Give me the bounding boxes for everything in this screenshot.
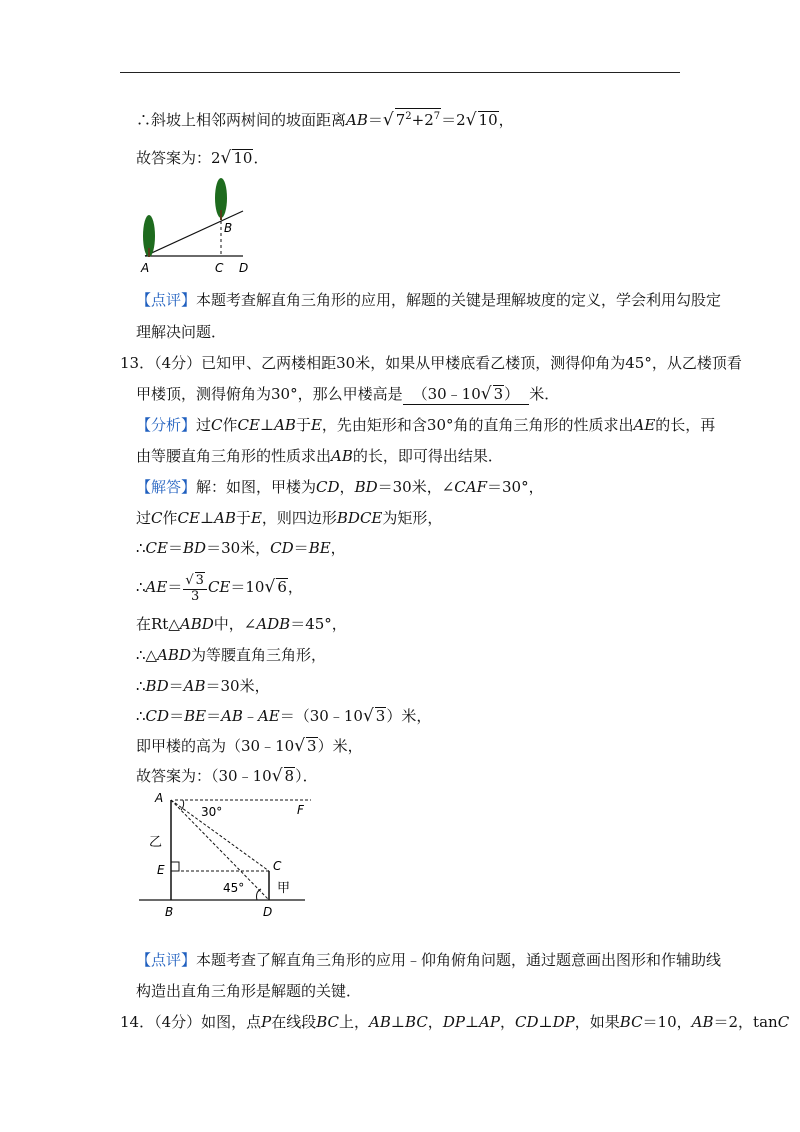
- label-b: B: [224, 221, 233, 235]
- label-f: F: [297, 803, 304, 817]
- comment-12-line1: 【点评】本题考查解直角三角形的应用，解题的关键是理解坡度的定义，学会利用勾股定: [136, 291, 722, 309]
- comment-12-line2: 理解决问题．: [136, 323, 227, 341]
- label-angle-30: 30°: [201, 805, 223, 819]
- comment-13-line1: 【点评】本题考查了解直角三角形的应用﹣仰角俯角问题，通过题意画出图形和作辅助线: [136, 951, 722, 969]
- answer-line-12: 故答案为：2√ 10．: [136, 148, 269, 168]
- analysis-line1: 【分析】过C作CE⊥AB于E，先由矩形和含30°角的直角三角形的性质求出AE的长，再: [136, 416, 716, 434]
- label-b: B: [165, 905, 174, 919]
- answer-blank: （30﹣10√ 3）: [403, 384, 530, 405]
- label-jia: 甲: [277, 881, 291, 896]
- line-slope-distance: ∴斜坡上相邻两树间的坡面距离AB＝√ $7^2+2^7=2√$ 10，: [136, 110, 514, 130]
- solution-line3: ∴CE＝BD＝30米，CD＝BE，: [136, 539, 346, 557]
- solution-line2: 过C作CE⊥AB于E，则四边形BDCE为矩形，: [136, 509, 443, 527]
- comment-tag: 【点评】: [136, 291, 197, 309]
- solution-line8: ∴CD＝BE＝AB﹣AE＝（30﹣10√ 3）米，: [136, 706, 432, 726]
- label-a: A: [155, 791, 164, 805]
- label-a: A: [141, 261, 150, 275]
- fraction: $\frac{√ 3}{3}$: [183, 572, 207, 604]
- question-14-line1: 14．（4分）如图，点P在线段BC上，AB⊥BC，DP⊥AP，CD⊥DP，如果BC＝10，AB＝2，tanC: [120, 1013, 790, 1031]
- solution-line7: ∴BD＝AB＝30米，: [136, 677, 270, 695]
- solution-line5: 在Rt△ABD中，∠ADB＝45°，: [136, 615, 347, 633]
- label-c: C: [215, 261, 224, 275]
- solution-line9: 即甲楼的高为（30﹣10√ 3）米，: [136, 736, 363, 756]
- slope-tree-figure: [135, 178, 265, 278]
- solution-line10: 故答案为：（30﹣10√ 8）．: [136, 766, 318, 786]
- question-13-line1: 13．（4分）已知甲、乙两楼相距30米，如果从甲楼底看乙楼顶，测得仰角为45°，从乙楼顶看: [120, 354, 742, 372]
- label-d: D: [239, 261, 249, 275]
- solution-line4: ∴AE＝ $\frac{√ 3}{3}$ CE＝10√ 6，: [136, 573, 303, 604]
- buildings-figure: [135, 788, 315, 920]
- comment-13-line2: 构造出直角三角形是解题的关键．: [136, 982, 362, 1000]
- solution-line1: 【解答】解：如图，甲楼为CD，BD＝30米，∠CAF＝30°，: [136, 478, 544, 496]
- label-angle-45: 45°: [223, 881, 245, 895]
- label-e: E: [157, 863, 165, 877]
- question-13-line2: 甲楼顶，测得俯角为30°，那么甲楼高是 （30﹣10√ 3） 米．: [136, 384, 560, 404]
- header-rule: [120, 72, 680, 73]
- label-c: C: [273, 859, 282, 873]
- analysis-line2: 由等腰直角三角形的性质求出AB的长，即可得出结果．: [136, 447, 503, 465]
- right-angle-mark: [171, 862, 179, 871]
- solution-line6: ∴△ABD为等腰直角三角形，: [136, 646, 326, 664]
- label-d: D: [263, 905, 273, 919]
- label-yi: 乙: [149, 835, 163, 850]
- angle-30-arc: [181, 800, 184, 810]
